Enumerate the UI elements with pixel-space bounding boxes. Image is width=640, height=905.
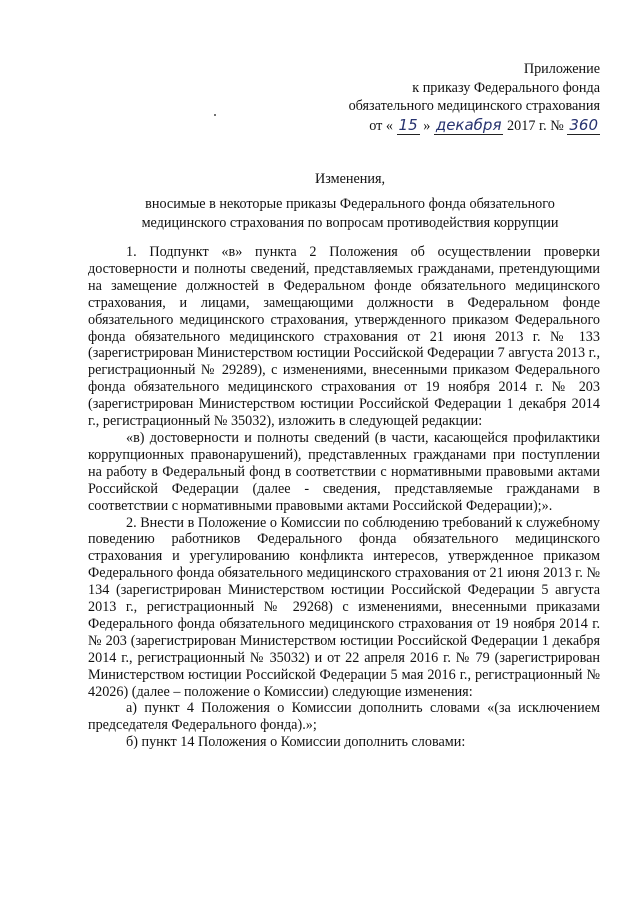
approval-date-line [300, 116, 600, 136]
subtitle-line-1: вносимые в некоторые приказы Федерального фонда обязательного [145, 196, 555, 212]
handwritten-month: декабря [435, 115, 502, 134]
approval-block [300, 60, 600, 135]
scan-speck [214, 114, 216, 116]
document-subtitle [100, 195, 600, 232]
paragraph-1: 1. Подпункт «в» пункта 2 Положения об осуществлении проверки достоверности и полноты сведений, представляемых гражданами, претендующими на замещение должностей в Федеральном фонде обязательного медицинского страхования, и лицами, замещающими должности в Федеральном фонде обязательного медицинского страхования, утвержденного приказом Федерального фонда обязательного медицинского страхования от 21 июня 2013 г. № 133 (зарегистрирован Министерством юстиции Российской Федерации 7 августа 2013 г., регистрационный № 29289), с изменениями, внесенными приказом Федерального фонда обязательного медицинского страхования от 19 ноября 2014 г. № 203 (зарегистрирован Министерством юстиции Российской Федерации 1 декабря 2014 г., регистрационный № 35032), изложить в следующей редакции: [88, 244, 600, 430]
document-title: Изменения, [314, 171, 386, 187]
paragraph-4: а) пункт 4 Положения о Комиссии дополнить словами «(за исключением председателя Федерального фонда).»; [88, 700, 600, 734]
handwritten-day: 15 [398, 115, 418, 134]
number-label: № [550, 117, 564, 134]
approval-line-1: Приложение [523, 61, 600, 77]
date-mid: » [423, 117, 431, 134]
document-body [88, 244, 600, 751]
subtitle-line-2: медицинского страхования по вопросам противодействия коррупции [141, 214, 559, 231]
handwritten-number: 360 [569, 115, 598, 134]
approval-line-2: к приказу Федерального фонда [412, 79, 600, 96]
paragraph-2: «в) достоверности и полноты сведений (в части, касающейся профилактики коррупционных правонарушений), представленных гражданами при поступлении на работу в Федеральный фонд в соответствии с нормативными правовыми актами Российской Федерации (далее - сведения, представляемые гражданами в соответствии с нормативными правовыми актами Российской Федерации);». [88, 429, 600, 514]
approval-line-3: обязательного медицинского страхования [348, 98, 600, 114]
date-year: 2017 г. [507, 117, 547, 134]
paragraph-3: 2. Внести в Положение о Комиссии по соблюдению требований к служебному поведению работников Федерального фонда обязательного медицинского страхования и урегулированию конфликта интересов, утвержденное приказом Федерального фонда обязательного медицинского страхования от 21 июня 2013 г. № 134 (зарегистрирован Министерством юстиции Российской Федерации 5 августа 2013 г., регистрационный № 29268) с изменениями, внесенными приказами Федерального фонда обязательного медицинского страхования от 19 ноября 2014 г. № 203 (зарегистрирован Министерством юстиции Российской Федерации 1 декабря 2014 г., регистрационный № 35032) и от 22 апреля 2016 г. № 79 (зарегистрирован Министерством юстиции Российской Федерации 5 мая 2016 г., регистрационный № 42026) (далее – положение о Комиссии) следующие изменения: [88, 514, 600, 700]
date-prefix: от « [369, 117, 393, 134]
paragraph-5: б) пункт 14 Положения о Комиссии дополнить словами: [126, 734, 466, 751]
